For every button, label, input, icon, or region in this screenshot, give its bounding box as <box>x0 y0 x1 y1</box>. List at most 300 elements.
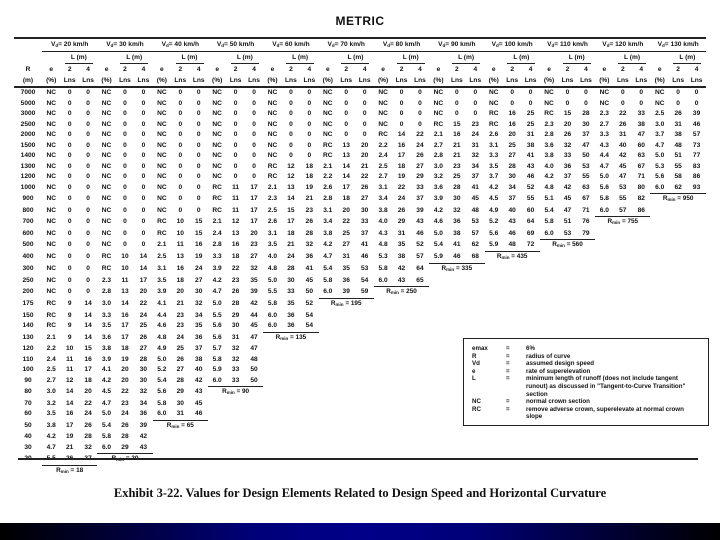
lane4-label: 4 <box>639 66 644 73</box>
length-4-lanes: 37 <box>360 229 369 237</box>
e-value: NC <box>157 152 167 159</box>
length-2-lanes: 0 <box>178 173 183 180</box>
empty-cell <box>411 409 429 420</box>
empty-cell <box>411 321 429 332</box>
e-value: RC <box>323 141 333 149</box>
length-2-lanes: 34 <box>508 183 516 191</box>
length-2-lanes: 46 <box>448 252 466 264</box>
empty-cell <box>411 466 429 478</box>
empty-cell <box>485 432 503 443</box>
length-4-lanes: 45 <box>195 399 203 407</box>
legend-item <box>472 406 700 421</box>
e-value: NC <box>101 229 112 237</box>
empty-cell <box>558 311 576 322</box>
empty-cell <box>319 432 337 443</box>
empty-cell <box>503 321 521 332</box>
length-2-lanes: 0 <box>289 131 293 138</box>
length-4-lanes: 0 <box>141 162 146 170</box>
length-4-lanes: 0 <box>86 162 90 170</box>
e-value: 2.6 <box>489 131 499 138</box>
lns-label: Lns <box>116 75 134 87</box>
length-label: L (m) <box>286 52 314 64</box>
lane4-label: 4 <box>694 66 699 73</box>
e-value: NC <box>212 141 222 149</box>
empty-cell <box>558 321 576 332</box>
length-2-lanes: 0 <box>399 110 404 117</box>
empty-cell <box>355 420 373 432</box>
blank-cell <box>374 52 392 65</box>
empty-cell <box>577 321 595 332</box>
e-value: NC <box>101 241 112 249</box>
length-2-lanes: 51 <box>674 152 682 159</box>
length-4-lanes: 0 <box>252 120 256 128</box>
length-4-lanes: 0 <box>252 152 256 159</box>
length-2-lanes: 20 <box>121 376 129 384</box>
lane2-label: 2 <box>289 66 293 73</box>
e-value: 3.8 <box>378 206 388 214</box>
empty-cell <box>448 443 466 454</box>
length-2-lanes: 12 <box>287 162 295 170</box>
length-4-lanes: 36 <box>195 333 203 341</box>
length-4-lanes: 0 <box>252 141 256 149</box>
length-2-lanes: 0 <box>123 120 127 128</box>
length-2-lanes: 0 <box>344 99 349 107</box>
e-value: 4.0 <box>378 218 388 226</box>
e-value: 4.8 <box>544 183 554 191</box>
length-4-lanes: 17 <box>250 218 258 226</box>
radius-cell: 30 <box>24 443 32 451</box>
length-2-lanes: 53 <box>558 229 576 240</box>
empty-cell <box>687 432 705 443</box>
empty-cell <box>226 443 244 454</box>
length-4-lanes: 0 <box>196 152 201 159</box>
length-4-lanes: 76 <box>582 218 590 226</box>
e-value: NC <box>101 131 112 138</box>
e-value: 2.2 <box>378 141 388 149</box>
table-row <box>14 130 706 141</box>
empty-cell <box>374 365 392 376</box>
length-header <box>448 52 485 65</box>
e-value: 2.7 <box>378 173 388 180</box>
e-value: 5.0 <box>212 300 222 308</box>
empty-cell <box>687 287 705 299</box>
rmin-subscript: min <box>280 335 289 341</box>
empty-cell <box>669 252 687 264</box>
length-2-lanes: 26 <box>176 355 184 363</box>
rmin-label <box>485 252 540 264</box>
length-4-lanes: 57 <box>416 253 424 261</box>
empty-cell <box>577 311 595 322</box>
length-2-lanes: 0 <box>620 99 625 107</box>
length-2-lanes: 18 <box>397 162 406 170</box>
length-2-lanes: 13 <box>342 141 350 149</box>
empty-cell <box>669 299 687 311</box>
radius-cell: 150 <box>22 311 34 319</box>
speed-value: 80 km/h <box>395 41 421 48</box>
length-label: L (m) <box>618 52 646 64</box>
empty-cell <box>282 420 300 432</box>
rmin-symbol: R <box>662 195 668 202</box>
length-4-lanes: 64 <box>526 218 535 226</box>
length-2-lanes: 14 <box>65 399 74 407</box>
e-value: NC <box>46 131 56 138</box>
length-4-lanes: 55 <box>526 195 535 203</box>
empty-cell <box>392 365 410 376</box>
length-2-lanes: 30 <box>508 173 516 180</box>
legend-equals: = <box>506 345 510 352</box>
length-2-lanes: 18 <box>342 195 350 203</box>
legend-box <box>463 338 709 426</box>
e-value: 4.1 <box>101 366 112 373</box>
length-2-lanes: 40 <box>508 206 516 214</box>
empty-cell <box>632 252 650 264</box>
e-value: NC <box>101 110 112 117</box>
length-4-lanes: 0 <box>362 89 367 96</box>
empty-cell <box>632 229 650 240</box>
e-value: NC <box>157 131 167 138</box>
length-4-lanes: 39 <box>139 421 148 429</box>
length-4-lanes: 0 <box>86 206 90 214</box>
empty-cell <box>429 443 447 454</box>
empty-cell <box>632 311 650 322</box>
length-4-lanes: 22 <box>139 300 148 308</box>
e-value: 3.4 <box>378 195 388 203</box>
empty-cell <box>319 355 337 366</box>
e-value: RC <box>267 173 278 180</box>
length-4-lanes: 16 <box>84 355 92 363</box>
empty-cell <box>374 443 392 454</box>
length-2-lanes: 0 <box>67 120 72 128</box>
empty-cell <box>669 217 687 229</box>
rmin-subscript: min <box>60 469 69 474</box>
legend-equals: = <box>506 352 510 360</box>
table-row <box>14 276 706 287</box>
length-2-lanes: 16 <box>121 311 129 319</box>
empty-cell <box>632 466 650 478</box>
length-4-lanes: 36 <box>139 410 148 418</box>
e-value: NC <box>544 99 554 107</box>
length-4-lanes: 47 <box>637 131 645 138</box>
e-value: 5.0 <box>655 152 665 159</box>
radius-cell: 100 <box>22 366 34 373</box>
e-value: RC <box>212 206 222 214</box>
length-2-lanes: 18 <box>231 253 240 261</box>
length-4-lanes: 46 <box>692 120 701 128</box>
rmin-value: 435 <box>516 253 528 260</box>
length-2-lanes: 28 <box>508 162 516 170</box>
e-value: 3.6 <box>433 183 443 191</box>
empty-cell <box>337 466 355 478</box>
empty-cell <box>540 443 558 454</box>
equals: = <box>58 41 64 48</box>
empty-cell <box>337 365 355 376</box>
empty-cell <box>190 443 208 454</box>
length-2-lanes: 11 <box>66 355 74 363</box>
blank-cell <box>42 52 60 65</box>
length-4-lanes: 0 <box>196 131 201 138</box>
length-4-lanes: 93 <box>687 183 705 194</box>
radius-cell: 1400 <box>20 152 36 159</box>
e-value: 6.0 <box>540 229 558 240</box>
empty-cell <box>466 466 484 478</box>
length-4-lanes: 25 <box>526 120 535 128</box>
empty-cell <box>245 432 263 443</box>
speed-value: 50 km/h <box>229 41 255 48</box>
empty-cell <box>355 376 373 387</box>
length-2-lanes: 26 <box>231 288 240 296</box>
empty-cell <box>485 287 503 299</box>
e-value: 3.9 <box>101 355 112 363</box>
length-2-lanes: 0 <box>67 89 72 96</box>
e-label: e <box>602 66 607 73</box>
empty-cell <box>521 466 539 478</box>
e-value: 3.9 <box>212 265 222 273</box>
e-value: 5.6 <box>599 183 609 191</box>
v-subscript: d <box>55 43 59 48</box>
length-4-lanes: 0 <box>86 218 90 226</box>
length-2-lanes: 0 <box>178 183 183 191</box>
empty-cell <box>282 387 300 399</box>
legend-item <box>472 375 700 398</box>
length-label: L (m) <box>673 52 701 64</box>
e-value: NC <box>46 141 56 149</box>
lns-label: Lns <box>282 75 300 87</box>
e-value: 4.3 <box>378 229 388 237</box>
e-value: RC <box>157 229 167 237</box>
table-row <box>14 252 706 264</box>
radius-cell: 20 <box>24 455 32 463</box>
legend-item <box>472 353 700 361</box>
length-2-lanes: 33 <box>226 376 244 387</box>
empty-cell <box>245 399 263 410</box>
lane2-label: 2 <box>455 66 459 73</box>
v-subscript: d <box>331 43 335 48</box>
length-4-lanes: 0 <box>196 183 201 191</box>
empty-cell <box>429 466 447 478</box>
e-value: 4.8 <box>267 265 278 273</box>
length-4-lanes: 43 <box>526 162 535 170</box>
e-unit: (%) <box>650 75 668 87</box>
length-2-lanes: 28 <box>287 265 295 273</box>
length-header <box>60 52 97 65</box>
empty-cell <box>355 344 373 355</box>
length-2-lanes: 40 <box>619 141 627 149</box>
radius-cell: 3000 <box>20 110 36 117</box>
empty-cell <box>411 399 429 410</box>
e-value: 5.3 <box>378 253 388 261</box>
length-4-lanes: 21 <box>305 195 314 203</box>
length-4-lanes: 59 <box>355 287 373 299</box>
length-4-lanes: 0 <box>196 195 201 203</box>
lns-label: Lns <box>171 75 189 87</box>
empty-cell <box>595 287 613 299</box>
v-symbol: V <box>438 41 443 48</box>
lane4-label: 4 <box>418 66 422 73</box>
length-4-lanes: 34 <box>139 399 148 407</box>
e-value: NC <box>101 152 112 159</box>
length-2-lanes: 17 <box>65 421 74 429</box>
e-value: 2.1 <box>157 241 167 249</box>
length-4-lanes: 28 <box>582 110 590 117</box>
lane4-label: 4 <box>141 66 146 73</box>
e-unit: (%) <box>263 75 281 87</box>
rmin-label <box>42 466 97 478</box>
e-value: NC <box>46 276 56 284</box>
length-2-lanes: 26 <box>674 110 682 117</box>
length-2-lanes: 35 <box>342 265 350 273</box>
length-2-lanes: 11 <box>232 206 240 214</box>
length-4-lanes: 50 <box>250 366 258 373</box>
e-value: 3.7 <box>489 173 499 180</box>
length-4-lanes: 0 <box>252 131 256 138</box>
e-value: 5.8 <box>157 399 167 407</box>
length-4-lanes: 36 <box>305 253 314 261</box>
empty-cell <box>392 376 410 387</box>
empty-cell <box>374 387 392 399</box>
empty-cell <box>614 432 632 443</box>
length-2-lanes: 22 <box>231 265 240 273</box>
table-row <box>14 264 706 276</box>
length-2-lanes: 17 <box>121 322 129 330</box>
e-value: 4.2 <box>489 183 499 191</box>
length-2-lanes: 0 <box>676 89 680 96</box>
e-value: NC <box>101 173 112 180</box>
lane4-label: 4 <box>252 66 256 73</box>
length-4-lanes: 0 <box>307 120 312 128</box>
rmin-equals: = <box>455 265 460 272</box>
length-2-lanes: 0 <box>67 253 72 261</box>
v-subscript: d <box>221 43 225 48</box>
empty-cell <box>558 466 576 478</box>
length-2-lanes: 27 <box>508 152 516 159</box>
length-4-lanes: 63 <box>637 152 645 159</box>
empty-cell <box>319 344 337 355</box>
length-header <box>337 52 374 65</box>
e-value: 3.8 <box>101 345 112 352</box>
length-2-lanes: 0 <box>455 110 459 117</box>
table-bottom-rule <box>18 458 698 460</box>
length-2-lanes: 23 <box>121 399 129 407</box>
v-subscript: d <box>442 43 446 48</box>
length-4-lanes: 27 <box>250 253 258 261</box>
e-value: 5.1 <box>544 195 554 203</box>
blank-cell <box>485 52 503 65</box>
length-2-lanes: 30 <box>231 322 240 330</box>
length-2-lanes: 10 <box>121 265 129 273</box>
length-2-lanes: 14 <box>121 300 129 308</box>
radius-cell: 120 <box>22 345 34 352</box>
length-4-lanes: 14 <box>84 300 92 308</box>
e-value: 3.6 <box>544 141 554 149</box>
radius-cell: 500 <box>22 241 34 249</box>
rmin-subscript: min <box>501 255 510 260</box>
length-2-lanes: 27 <box>342 241 350 249</box>
length-4-lanes: 33 <box>637 110 645 117</box>
length-4-lanes: 0 <box>639 99 644 107</box>
legend-symbol: Vd <box>472 360 480 368</box>
length-4-lanes: 0 <box>694 89 699 96</box>
length-4-lanes: 32 <box>139 388 148 396</box>
radius-cell: 90 <box>24 376 32 384</box>
e-value: RC <box>433 120 444 128</box>
legend-equals: = <box>506 375 510 383</box>
length-2-lanes: 11 <box>121 276 129 284</box>
empty-cell <box>116 466 134 478</box>
empty-cell <box>282 432 300 443</box>
length-4-lanes: 0 <box>86 110 90 117</box>
length-4-lanes: 32 <box>305 241 314 249</box>
legend-symbol: emax <box>472 345 488 352</box>
empty-cell <box>650 229 668 240</box>
radius-cell: 200 <box>22 288 34 296</box>
page-title: METRIC <box>335 14 385 28</box>
e-value: RC <box>544 110 554 117</box>
empty-cell <box>503 311 521 322</box>
speed-value: 110 km/h <box>559 41 588 48</box>
lane4-label: 4 <box>307 66 312 73</box>
empty-cell <box>208 399 226 410</box>
empty-cell <box>614 466 632 478</box>
empty-cell <box>171 466 189 478</box>
lns-label: Lns <box>60 75 78 87</box>
e-value: 4.0 <box>267 253 278 261</box>
length-4-lanes: 29 <box>416 173 424 180</box>
r-label: R <box>25 66 31 73</box>
e-value: NC <box>157 120 167 128</box>
e-label: e <box>381 66 385 73</box>
length-4-lanes: 33 <box>360 218 369 226</box>
length-2-lanes: 46 <box>508 229 516 237</box>
length-4-lanes: 37 <box>582 131 590 138</box>
length-2-lanes: 15 <box>563 110 572 117</box>
e-value: 2.1 <box>212 218 222 226</box>
length-2-lanes: 0 <box>67 173 72 180</box>
e-value: 5.8 <box>101 433 112 440</box>
rmin-value: 135 <box>295 333 307 341</box>
length-header <box>614 52 651 65</box>
e-unit: (%) <box>595 75 613 87</box>
speed-value: 40 km/h <box>174 41 199 48</box>
e-value: 5.7 <box>212 345 222 352</box>
length-2-lanes: 10 <box>176 218 184 226</box>
length-4-lanes: 23 <box>250 241 258 249</box>
rmin-equals: = <box>70 467 75 474</box>
length-2-lanes: 0 <box>233 131 238 138</box>
length-4-lanes: 0 <box>307 110 312 117</box>
empty-cell <box>614 311 632 322</box>
length-2-lanes: 29 <box>231 311 240 319</box>
length-4-lanes: 0 <box>86 131 90 138</box>
table-row <box>14 120 706 131</box>
table-row <box>14 299 706 311</box>
length-2-lanes: 29 <box>176 388 184 396</box>
length-4-lanes: 0 <box>362 120 367 128</box>
length-2-lanes: 38 <box>674 131 682 138</box>
e-value: 3.1 <box>378 183 388 191</box>
length-2-lanes: 16 <box>508 120 516 128</box>
lane4-label: 4 <box>196 66 201 73</box>
e-value: 2.8 <box>323 195 333 203</box>
table-row <box>14 109 706 120</box>
length-4-lanes: 0 <box>141 218 146 226</box>
length-2-lanes: 16 <box>508 110 516 117</box>
empty-cell <box>448 276 466 287</box>
empty-cell <box>226 399 244 410</box>
length-4-lanes: 37 <box>79 454 97 466</box>
radius-cell: 60 <box>24 410 32 418</box>
e-value: NC <box>212 131 222 138</box>
lns-label: Lns <box>632 75 650 87</box>
